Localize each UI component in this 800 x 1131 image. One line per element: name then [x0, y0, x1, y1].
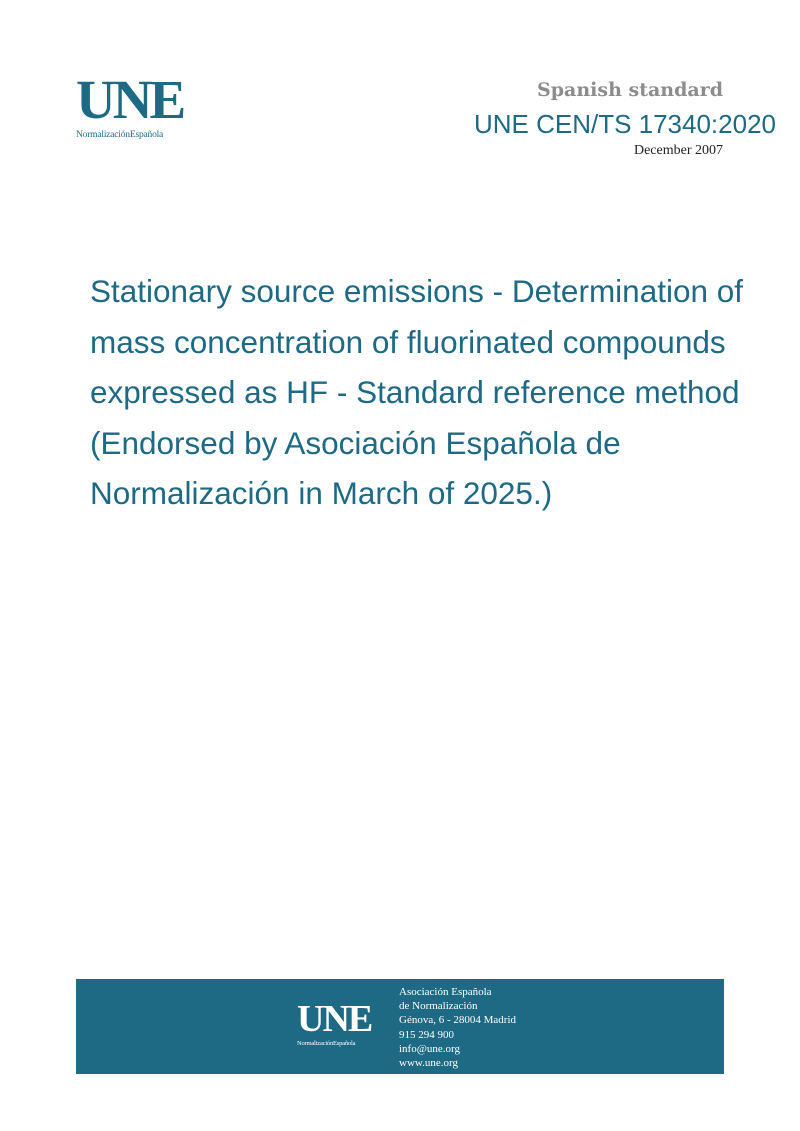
org-phone: 915 294 900: [399, 1028, 454, 1041]
une-logo-subtitle: NormalizaciónEspañola: [76, 130, 164, 140]
standard-date: December 2007: [633, 143, 723, 158]
une-logo-mark: UNE: [76, 69, 184, 130]
footer-contact-info: [399, 985, 516, 1070]
standard-type-label: Spanish standard: [537, 79, 723, 101]
document-title: Stationary source emissions - Determination of mass concentration of fluorinated compounds expressed as HF - Standard reference method (Endorsed by Asociación Española de Normalización in March of 2025.): [90, 273, 744, 511]
org-address: Génova, 6 - 28004 Madrid: [399, 1014, 517, 1027]
org-name-line1: Asociación Española: [399, 986, 492, 998]
footer-logo-subtitle: NormalizaciónEspañola: [297, 1040, 356, 1047]
org-email: info@une.org: [399, 1042, 460, 1055]
standard-code: UNE CEN/TS 17340:2020: [473, 109, 776, 139]
footer-logo-mark: UNE: [297, 998, 372, 1040]
org-website: www.une.org: [399, 1057, 458, 1070]
org-name-line2: de Normalización: [399, 1000, 478, 1013]
footer-logo: [297, 998, 372, 1047]
footer-banner: [76, 979, 724, 1074]
une-logo: [76, 69, 184, 140]
